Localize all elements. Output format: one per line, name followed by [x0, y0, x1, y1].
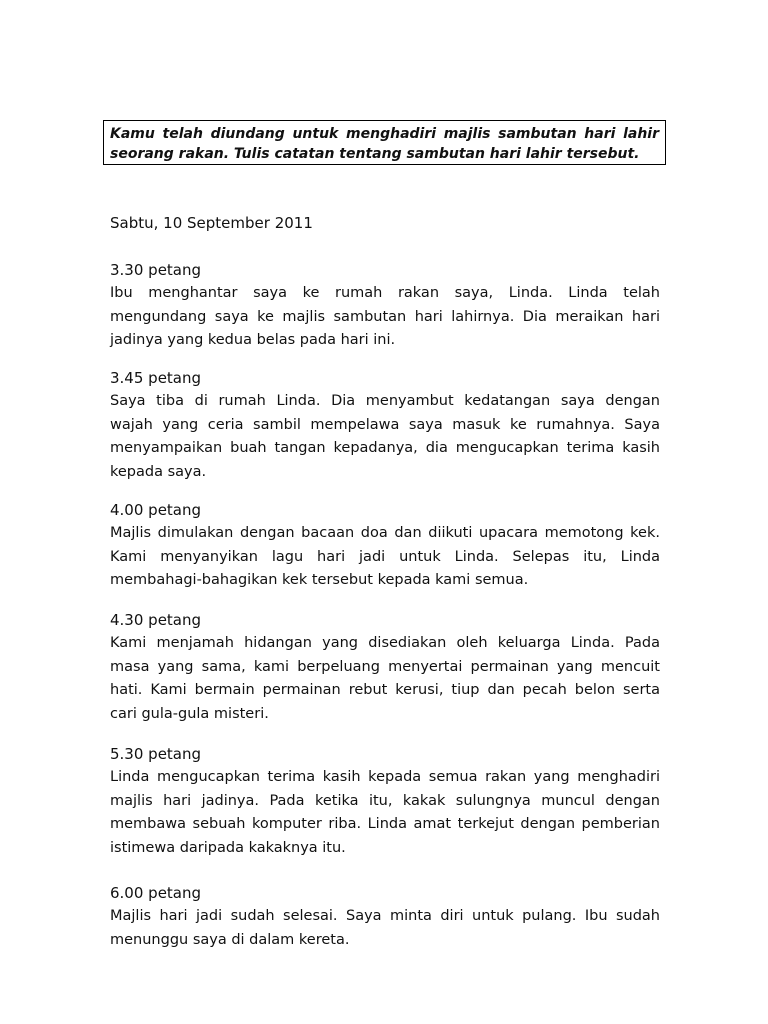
diary-entry	[110, 743, 660, 860]
entry-text-line: menunggu saya di dalam kereta.	[110, 931, 350, 948]
entry-time: 4.30 petang	[110, 611, 202, 629]
entry-time: 5.30 petang	[110, 745, 202, 763]
diary-entry	[110, 609, 660, 726]
task-prompt-line: seorang rakan. Tulis catatan tentang sambutan hari lahir tersebut.	[110, 146, 640, 162]
entry-text-line: istimewa daripada kakaknya itu.	[110, 839, 346, 856]
entry-text-line: majlis hari jadinya. Pada ketika itu, kakak sulungnya muncul dengan	[110, 792, 660, 809]
entry-text-line: masa yang sama, kami berpeluang menyertai permainan yang mencuit	[110, 658, 660, 675]
entry-text-line: kepada saya.	[110, 463, 207, 480]
entry-time: 3.30 petang	[110, 261, 202, 279]
entry-text-line: wajah yang ceria sambil mempelawa saya masuk ke rumahnya. Saya	[110, 416, 660, 433]
entry-text-line: cari gula-gula misteri.	[110, 705, 269, 722]
entry-text-line: membahagi-bahagikan kek tersebut kepada kami semua.	[110, 572, 529, 588]
entry-time: 6.00 petang	[110, 884, 202, 902]
diary-entry	[110, 259, 660, 353]
entry-text-line: Kami menyanyikan lagu hari jadi untuk Linda. Selepas itu, Linda	[110, 548, 660, 565]
entry-time: 3.45 petang	[110, 369, 202, 387]
entry-text-line: Ibu menghantar saya ke rumah rakan saya, Linda. Linda telah	[110, 285, 660, 301]
entry-text-line: Kami menjamah hidangan yang disediakan oleh keluarga Linda. Pada	[110, 635, 660, 651]
entry-text-line: hati. Kami bermain permainan rebut kerusi, tiup dan pecah belon serta	[110, 682, 660, 698]
entry-text-line: membawa sebuah komputer riba. Linda amat terkejut dengan pemberian	[110, 816, 660, 832]
entry-time: 4.00 petang	[110, 501, 202, 519]
entry-text-line: jadinya yang kedua belas pada hari ini.	[110, 332, 396, 348]
entry-text-line: menyampaikan buah tangan kepadanya, dia mengucapkan terima kasih	[110, 440, 660, 456]
diary-entry	[110, 499, 660, 593]
entry-text-line: Majlis hari jadi sudah selesai. Saya minta diri untuk pulang. Ibu sudah	[110, 908, 660, 924]
diary-date: Sabtu, 10 September 2011	[110, 214, 313, 232]
entry-text-line: Majlis dimulakan dengan bacaan doa dan diikuti upacara memotong kek.	[110, 525, 660, 541]
entry-text-line: Linda mengucapkan terima kasih kepada semua rakan yang menghadiri	[110, 769, 660, 785]
entry-text-line: Saya tiba di rumah Linda. Dia menyambut kedatangan saya dengan	[110, 393, 660, 409]
entry-text-line: mengundang saya ke majlis sambutan hari lahirnya. Dia meraikan hari	[110, 308, 660, 325]
task-prompt-line: Kamu telah diundang untuk menghadiri majlis sambutan hari lahir	[110, 126, 659, 142]
diary-entry	[110, 367, 660, 484]
task-prompt-box	[103, 120, 666, 165]
diary-entry	[110, 882, 660, 952]
